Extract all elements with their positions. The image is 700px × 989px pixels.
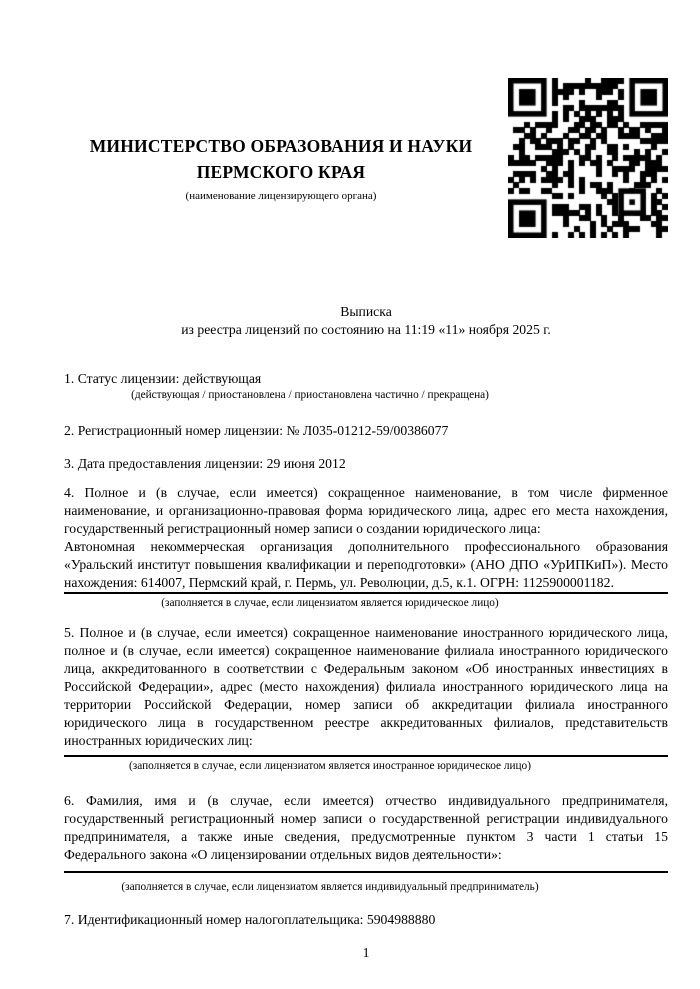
individual-entrepreneur-prompt: 6. Фамилия, имя и (в случае, если имеется) отчество индивидуального предпринимателя, государственный регистрационный номер записи о государственной регистрации индивидуального предпринимателя, а также иные сведения, предусмотренные пунктом 3 части 1 статьи 15 Федерального закона «О лицензировании отдельных видов деятельности»: [64, 793, 668, 862]
licensing-authority-block [64, 134, 498, 202]
ministry-name-line1: МИНИСТЕРСТВО ОБРАЗОВАНИЯ И НАУКИ [89, 136, 473, 156]
ministry-name-line2: ПЕРМСКОГО КРАЯ [196, 161, 366, 182]
document-title [64, 303, 668, 339]
foreign-entity-prompt: 5. Полное и (в случае, если имеется) сокращенное наименование иностранного юридического лица, полное и (в случае, если имеется) сокращенное наименование филиала иностранного юридического лица, аккредитованного в соответствии с Федеральным законом «Об иностранных инвестициях в Российской Федерации», адрес (место нахождения) филиала иностранного юридического лица на территории Российской Федерации, номер записи об аккредитации филиала иностранного юридического лица в государственном реестре аккредитованных филиалов, представительств иностранных юридических лиц: [64, 625, 668, 748]
ministry-caption: (наименование лицензирующего органа) [185, 190, 377, 202]
individual-entrepreneur-caption: (заполняется в случае, если лицензиатом является индивидуальный предприниматель) [121, 881, 539, 893]
taxpayer-id-line: 7. Идентификационный номер налогоплательщика: 5904988880 [64, 912, 436, 927]
page-number: 1 [362, 945, 370, 960]
license-grant-date-line: 3. Дата предоставления лицензии: 29 июня 2012 [64, 456, 346, 471]
license-status-line: 1. Статус лицензии: действующая [64, 371, 262, 386]
foreign-entity-caption: (заполняется в случае, если лицензиатом является иностранное юридическое лицо) [129, 760, 531, 772]
individual-entrepreneur-rule [64, 871, 668, 873]
legal-entity-section [64, 484, 668, 611]
foreign-entity-section [64, 624, 668, 774]
document-title-line2: из реестра лицензий по состоянию на 11:19 «11» ноября 2025 г. [181, 322, 551, 337]
individual-entrepreneur-section [64, 792, 668, 895]
legal-entity-rule [64, 592, 668, 594]
legal-entity-value: Автономная некоммерческая организация дополнительного профессионального образования «Уральский институт повышения квалификации и переподготовки» (АНО ДПО «УрИПКиП»). Место нахождения: 614007, Пермский край, г. Пермь, ул. Революции, д.5, к.1. ОГРН: 1125900001182. [64, 539, 668, 590]
legal-entity-prompt: 4. Полное и (в случае, если имеется) сокращенное наименование, в том числе фирменное наименование, и организационно-правовая форма юридического лица, адрес его места нахождения, государственный регистрационный номер записи о создании юридического лица: [64, 485, 668, 536]
license-status-caption: (действующая / приостановлена / приостановлена частично / прекращена) [131, 389, 489, 401]
legal-entity-caption: (заполняется в случае, если лицензиатом является юридическое лицо) [161, 597, 499, 609]
foreign-entity-rule [64, 755, 668, 757]
document-header [64, 0, 668, 238]
document-title-line1: Выписка [340, 304, 392, 319]
qr-code-icon [508, 78, 668, 238]
registration-number-line: 2. Регистрационный номер лицензии: № Л035-01212-59/00386077 [64, 423, 449, 438]
